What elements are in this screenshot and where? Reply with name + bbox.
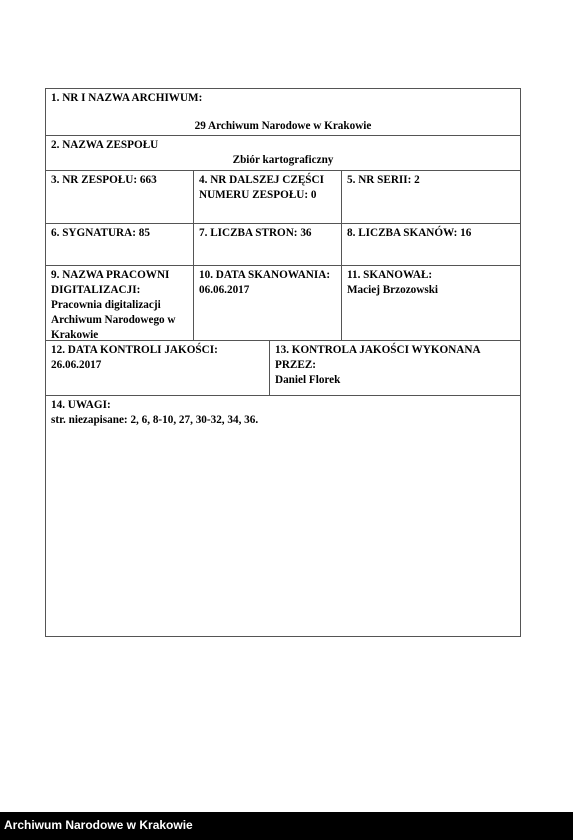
field-page-count-label: 7. LICZBA STRON: 36 (199, 227, 312, 239)
field-archive (45, 88, 521, 136)
field-qc-date-value: 26.06.2017 (51, 359, 102, 371)
field-series-number-label: 5. NR SERII: 2 (347, 174, 420, 186)
field-archive-label: 1. NR I NAZWA ARCHIWUM: (51, 92, 203, 104)
field-scan-count (341, 223, 521, 266)
field-qc-date-label: 12. DATA KONTROLI JAKOŚCI: (51, 344, 218, 356)
metadata-form (45, 88, 521, 637)
field-signature (45, 223, 194, 266)
field-qc-date (45, 340, 270, 396)
field-scanned-by-value: Maciej Brzozowski (347, 284, 439, 296)
field-scan-date-value: 06.06.2017 (199, 284, 250, 296)
field-scanned-by-label: 11. SKANOWAŁ: (347, 269, 433, 281)
field-digitization-lab-label: 9. NAZWA PRACOWNI DIGITALIZACJI: (51, 269, 170, 296)
footer-bar (0, 812, 573, 840)
field-remarks (45, 395, 521, 637)
field-collection-number (45, 170, 194, 224)
field-qc-by-label: 13. KONTROLA JAKOŚCI WYKONANA PRZEZ: (275, 344, 480, 371)
field-scan-date (193, 265, 342, 341)
field-scan-date-label: 10. DATA SKANOWANIA: (199, 269, 331, 281)
field-scan-count-label: 8. LICZBA SKANÓW: 16 (347, 227, 472, 239)
field-qc-by (269, 340, 521, 396)
field-remarks-value: str. niezapisane: 2, 6, 8-10, 27, 30-32, 34, 36. (51, 414, 259, 426)
field-qc-by-value: Daniel Florek (275, 374, 341, 386)
footer-label: Archiwum Narodowe w Krakowie (4, 818, 193, 832)
field-collection-label: 2. NAZWA ZESPOŁU (51, 139, 159, 151)
field-series-number (341, 170, 521, 224)
field-digitization-lab (45, 265, 194, 341)
field-archive-value: 29 Archiwum Narodowe w Krakowie (194, 120, 372, 132)
field-further-part-number (193, 170, 342, 224)
field-scanned-by (341, 265, 521, 341)
field-page-count (193, 223, 342, 266)
field-signature-label: 6. SYGNATURA: 85 (51, 227, 150, 239)
field-remarks-label: 14. UWAGI: (51, 399, 111, 411)
field-collection (45, 135, 521, 171)
field-collection-value: Zbiór kartograficzny (232, 154, 334, 166)
field-collection-number-label: 3. NR ZESPOŁU: 663 (51, 174, 157, 186)
field-digitization-lab-value: Pracownia digitalizacji Archiwum Narodowego w Krakowie (51, 299, 176, 341)
field-further-part-number-label: 4. NR DALSZEJ CZĘŚCI NUMERU ZESPOŁU: 0 (199, 174, 324, 201)
